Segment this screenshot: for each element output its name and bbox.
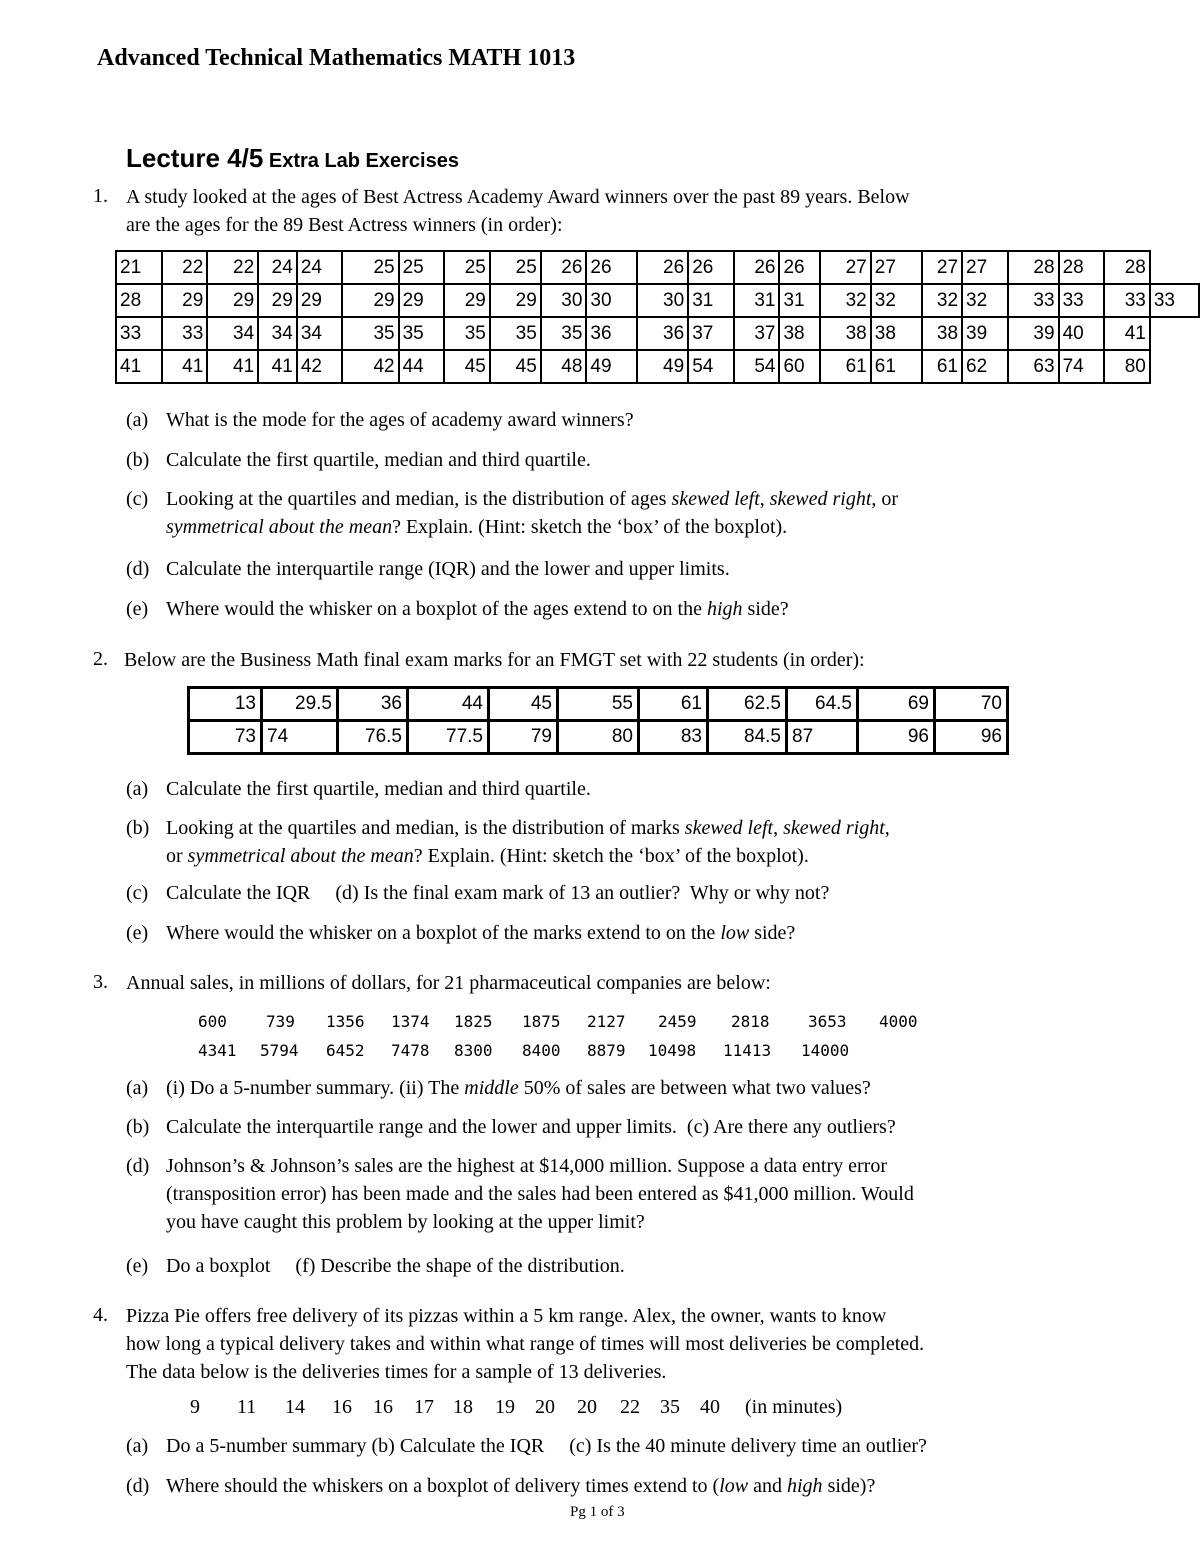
age-cell: 38 xyxy=(820,317,871,350)
age-cell: 41 xyxy=(258,350,297,383)
age-cell: 61 xyxy=(820,350,871,383)
age-cell: 33 xyxy=(1150,284,1199,317)
age-cell: 22 xyxy=(207,251,258,284)
delivery-time: 16 xyxy=(332,1396,352,1418)
delivery-time: 35 xyxy=(660,1396,680,1418)
mark-cell: 44 xyxy=(408,688,489,721)
text: , xyxy=(884,817,890,839)
age-cell: 26 xyxy=(586,251,637,284)
age-cell: 35 xyxy=(342,317,398,350)
lecture-number: Lecture 4/5 xyxy=(126,143,264,173)
question-1-line-1: A study looked at the ages of Best Actress Academy Award winners over the past 89 years. Below xyxy=(126,186,910,208)
text: 50% of sales are between what two values? xyxy=(518,1077,871,1099)
ages-row xyxy=(116,251,1199,284)
text: ? Explain. (Hint: sketch the ‘box’ of the boxplot). xyxy=(413,845,809,867)
part-text xyxy=(166,1472,875,1500)
age-cell: 27 xyxy=(962,251,1008,284)
mark-cell: 74 xyxy=(262,721,338,754)
age-cell: 49 xyxy=(586,350,637,383)
italic-text: middle xyxy=(464,1077,519,1099)
age-cell: 54 xyxy=(688,350,734,383)
age-cell: 33 xyxy=(1008,284,1059,317)
delivery-time: 20 xyxy=(535,1396,555,1418)
age-cell: 28 xyxy=(1008,251,1059,284)
mark-cell: 61 xyxy=(639,688,708,721)
age-cell: 30 xyxy=(637,284,688,317)
delivery-time: 40 xyxy=(700,1396,720,1418)
age-cell: 25 xyxy=(490,251,541,284)
question-4-line-1: Pizza Pie offers free delivery of its pizzas within a 5 km range. Alex, the owner, wants to know xyxy=(126,1305,887,1327)
delivery-time: 14 xyxy=(285,1396,305,1418)
age-cell: 31 xyxy=(688,284,734,317)
delivery-time: 9 xyxy=(190,1396,200,1418)
part-label: (d) xyxy=(126,1475,150,1497)
part-label: (e) xyxy=(126,1255,149,1277)
part-text: Johnson’s & Johnson’s sales are the highest at $14,000 million. Suppose a data entry error xyxy=(166,1155,888,1177)
delivery-time: 19 xyxy=(495,1396,515,1418)
part-label: (e) xyxy=(126,598,149,620)
italic-text: low xyxy=(719,1475,749,1497)
age-cell: 29 xyxy=(162,284,208,317)
sales-value: 8400 xyxy=(522,1041,561,1060)
age-cell: 25 xyxy=(342,251,398,284)
part-text: Calculate the first quartile, median and third quartile. xyxy=(166,778,591,800)
mark-cell: 62.5 xyxy=(708,688,787,721)
age-cell: 32 xyxy=(871,284,922,317)
part-text: Calculate the first quartile, median and third quartile. xyxy=(166,449,591,471)
age-cell: 26 xyxy=(637,251,688,284)
age-cell: 28 xyxy=(1104,251,1150,284)
part-label: (d) xyxy=(126,1155,150,1177)
age-cell: 62 xyxy=(962,350,1008,383)
part-text: Do a boxplot (f) Describe the shape of the distribution. xyxy=(166,1255,625,1277)
text: , xyxy=(759,488,770,510)
age-cell: 34 xyxy=(258,317,297,350)
italic-text: symmetrical about the mean xyxy=(187,845,414,867)
age-cell: 22 xyxy=(162,251,208,284)
age-cell: 80 xyxy=(1104,350,1150,383)
sales-value: 7478 xyxy=(391,1041,430,1060)
mark-cell: 13 xyxy=(189,688,262,721)
delivery-time: 20 xyxy=(577,1396,597,1418)
age-cell: 28 xyxy=(1059,251,1105,284)
age-cell: 31 xyxy=(734,284,780,317)
mark-cell: 84.5 xyxy=(708,721,787,754)
part-label: (b) xyxy=(126,1116,150,1138)
age-cell: 38 xyxy=(922,317,962,350)
age-cell: 45 xyxy=(490,350,541,383)
italic-text: skewed right xyxy=(783,817,885,839)
age-cell: 29 xyxy=(342,284,398,317)
text: side? xyxy=(749,922,796,944)
italic-text: high xyxy=(787,1475,823,1497)
lecture-subtitle: Extra Lab Exercises xyxy=(263,150,459,172)
age-cell xyxy=(1150,317,1199,350)
age-cell: 61 xyxy=(922,350,962,383)
age-cell: 35 xyxy=(444,317,490,350)
question-1-line-2: are the ages for the 89 Best Actress winners (in order): xyxy=(126,214,563,236)
part-label: (c) xyxy=(126,488,149,510)
age-cell: 34 xyxy=(297,317,343,350)
age-cell: 24 xyxy=(258,251,297,284)
question-4-text xyxy=(126,1302,924,1386)
italic-text: skewed left xyxy=(671,488,760,510)
course-title: Advanced Technical Mathematics MATH 1013 xyxy=(97,45,576,71)
age-cell: 35 xyxy=(541,317,587,350)
age-cell: 60 xyxy=(779,350,819,383)
question-2-text: Below are the Business Math final exam marks for an FMGT set with 22 students (in order): xyxy=(124,649,865,671)
ages-row xyxy=(116,284,1199,317)
age-cell: 27 xyxy=(820,251,871,284)
italic-text: high xyxy=(706,598,743,620)
age-cell: 36 xyxy=(637,317,688,350)
mark-cell: 69 xyxy=(858,688,935,721)
text: Where would the whisker on a boxplot of the ages extend to on the xyxy=(166,598,707,620)
mark-cell: 96 xyxy=(858,721,935,754)
mark-cell: 45 xyxy=(489,688,558,721)
age-cell: 33 xyxy=(1104,284,1150,317)
sales-value: 2127 xyxy=(587,1012,626,1031)
age-cell: 31 xyxy=(779,284,819,317)
mark-cell: 87 xyxy=(787,721,858,754)
text: side? xyxy=(742,598,789,620)
delivery-time: 22 xyxy=(620,1396,640,1418)
question-3-text: Annual sales, in millions of dollars, for 21 pharmaceutical companies are below: xyxy=(126,972,771,994)
sales-value: 14000 xyxy=(801,1041,850,1060)
part-label: (a) xyxy=(126,778,149,800)
age-cell: 45 xyxy=(444,350,490,383)
age-cell: 74 xyxy=(1059,350,1105,383)
age-cell: 29 xyxy=(399,284,445,317)
ages-row xyxy=(116,317,1199,350)
question-4-number: 4. xyxy=(93,1304,108,1326)
sales-value: 5794 xyxy=(260,1041,299,1060)
question-1-text xyxy=(126,183,910,239)
mark-cell: 79 xyxy=(489,721,558,754)
part-text xyxy=(166,485,898,513)
age-cell: 29 xyxy=(207,284,258,317)
part-text xyxy=(166,814,890,842)
question-4-line-3: The data below is the deliveries times for a sample of 13 deliveries. xyxy=(126,1361,667,1383)
age-cell: 41 xyxy=(1104,317,1150,350)
part-text: Calculate the IQR (d) Is the final exam mark of 13 an outlier? Why or why not? xyxy=(166,882,830,904)
sales-value: 1356 xyxy=(326,1012,365,1031)
part-text: Calculate the interquartile range and the lower and upper limits. (c) Are there any outliers? xyxy=(166,1116,896,1138)
age-cell: 37 xyxy=(688,317,734,350)
mark-cell: 70 xyxy=(935,688,1008,721)
delivery-time: 17 xyxy=(414,1396,434,1418)
italic-text: symmetrical about the mean xyxy=(166,516,393,538)
sales-value: 6452 xyxy=(326,1041,365,1060)
part-text: What is the mode for the ages of academy award winners? xyxy=(166,409,634,431)
question-2-number: 2. xyxy=(93,648,108,670)
age-cell: 39 xyxy=(1008,317,1059,350)
age-cell: 26 xyxy=(734,251,780,284)
part-label: (a) xyxy=(126,1077,149,1099)
text: , or xyxy=(871,488,899,510)
sales-value: 2818 xyxy=(731,1012,770,1031)
text: side)? xyxy=(822,1475,876,1497)
age-cell: 33 xyxy=(162,317,208,350)
part-label: (a) xyxy=(126,409,149,431)
age-cell: 39 xyxy=(962,317,1008,350)
age-cell: 25 xyxy=(444,251,490,284)
page-number: Pg 1 of 3 xyxy=(570,1504,625,1520)
sales-value: 739 xyxy=(266,1012,295,1031)
italic-text: low xyxy=(720,922,750,944)
age-cell: 30 xyxy=(541,284,587,317)
italic-text: skewed left xyxy=(684,817,774,839)
age-cell: 32 xyxy=(922,284,962,317)
sales-value: 1875 xyxy=(522,1012,561,1031)
age-cell: 38 xyxy=(779,317,819,350)
mark-cell: 73 xyxy=(189,721,262,754)
text: Looking at the quartiles and median, is the distribution of marks xyxy=(166,817,685,839)
age-cell: 25 xyxy=(399,251,445,284)
age-cell: 49 xyxy=(637,350,688,383)
part-label: (b) xyxy=(126,817,150,839)
part-label: (c) xyxy=(126,882,149,904)
question-1-number: 1. xyxy=(93,185,108,207)
marks-row xyxy=(189,721,1008,754)
age-cell: 26 xyxy=(688,251,734,284)
age-cell: 42 xyxy=(342,350,398,383)
italic-text: skewed right xyxy=(769,488,872,510)
part-text-line-3: you have caught this problem by looking at the upper limit? xyxy=(166,1211,645,1233)
delivery-time: 18 xyxy=(453,1396,473,1418)
text: , xyxy=(773,817,784,839)
age-cell: 41 xyxy=(162,350,208,383)
ages-table xyxy=(115,250,1200,384)
part-text xyxy=(166,595,789,623)
part-text: Calculate the interquartile range (IQR) and the lower and upper limits. xyxy=(166,558,730,580)
sales-value: 8879 xyxy=(587,1041,626,1060)
age-cell: 37 xyxy=(734,317,780,350)
age-cell: 32 xyxy=(820,284,871,317)
part-text-line-2 xyxy=(166,842,809,870)
age-cell: 28 xyxy=(116,284,162,317)
age-cell: 41 xyxy=(116,350,162,383)
mark-cell: 64.5 xyxy=(787,688,858,721)
part-label: (e) xyxy=(126,922,149,944)
age-cell: 27 xyxy=(922,251,962,284)
part-text xyxy=(166,919,795,947)
age-cell: 38 xyxy=(871,317,922,350)
mark-cell: 80 xyxy=(558,721,639,754)
mark-cell: 76.5 xyxy=(338,721,408,754)
age-cell: 29 xyxy=(297,284,343,317)
sales-value: 600 xyxy=(198,1012,227,1031)
sales-value: 2459 xyxy=(658,1012,697,1031)
sales-value: 10498 xyxy=(648,1041,697,1060)
sales-value: 1374 xyxy=(391,1012,430,1031)
age-cell: 54 xyxy=(734,350,780,383)
age-cell: 63 xyxy=(1008,350,1059,383)
age-cell: 34 xyxy=(207,317,258,350)
age-cell xyxy=(1150,350,1199,383)
age-cell: 40 xyxy=(1059,317,1105,350)
age-cell: 26 xyxy=(541,251,587,284)
sales-value: 11413 xyxy=(723,1041,772,1060)
text: or xyxy=(166,845,188,867)
age-cell: 29 xyxy=(490,284,541,317)
marks-table xyxy=(187,686,1009,755)
part-text-line-2: (transposition error) has been made and the sales had been entered as $41,000 million. Would xyxy=(166,1183,914,1205)
age-cell: 48 xyxy=(541,350,587,383)
mark-cell: 83 xyxy=(639,721,708,754)
age-cell xyxy=(1150,251,1199,284)
part-label: (d) xyxy=(126,558,150,580)
text: Where should the whiskers on a boxplot of delivery times extend to ( xyxy=(166,1475,720,1497)
sales-value: 1825 xyxy=(454,1012,493,1031)
sales-value: 3653 xyxy=(808,1012,847,1031)
age-cell: 32 xyxy=(962,284,1008,317)
mark-cell: 29.5 xyxy=(262,688,338,721)
marks-row xyxy=(189,688,1008,721)
delivery-time: 11 xyxy=(237,1396,257,1418)
age-cell: 21 xyxy=(116,251,162,284)
sales-value: 4000 xyxy=(879,1012,918,1031)
part-label: (a) xyxy=(126,1435,149,1457)
age-cell: 33 xyxy=(1059,284,1105,317)
age-cell: 33 xyxy=(116,317,162,350)
age-cell: 36 xyxy=(586,317,637,350)
age-cell: 41 xyxy=(207,350,258,383)
mark-cell: 55 xyxy=(558,688,639,721)
age-cell: 61 xyxy=(871,350,922,383)
mark-cell: 36 xyxy=(338,688,408,721)
text: Where would the whisker on a boxplot of the marks extend to on the xyxy=(166,922,721,944)
delivery-time: 16 xyxy=(373,1396,393,1418)
text: and xyxy=(748,1475,787,1497)
age-cell: 27 xyxy=(871,251,922,284)
time-unit: (in minutes) xyxy=(745,1396,843,1418)
part-text xyxy=(166,1074,871,1102)
mark-cell: 96 xyxy=(935,721,1008,754)
text: ? Explain. (Hint: sketch the ‘box’ of the boxplot). xyxy=(392,516,788,538)
age-cell: 30 xyxy=(586,284,637,317)
part-label: (b) xyxy=(126,449,150,471)
age-cell: 24 xyxy=(297,251,343,284)
age-cell: 29 xyxy=(258,284,297,317)
part-text-line-2 xyxy=(166,513,787,541)
mark-cell: 77.5 xyxy=(408,721,489,754)
age-cell: 26 xyxy=(779,251,819,284)
age-cell: 42 xyxy=(297,350,343,383)
question-4-line-2: how long a typical delivery takes and within what range of times will most deliveries be completed. xyxy=(126,1333,925,1355)
lecture-title xyxy=(126,143,459,174)
age-cell: 35 xyxy=(490,317,541,350)
part-text: Do a 5-number summary (b) Calculate the IQR (c) Is the 40 minute delivery time an outlier? xyxy=(166,1435,927,1457)
sales-value: 4341 xyxy=(198,1041,237,1060)
text: Looking at the quartiles and median, is the distribution of ages xyxy=(166,488,672,510)
age-cell: 29 xyxy=(444,284,490,317)
age-cell: 44 xyxy=(399,350,445,383)
text: (i) Do a 5-number summary. (ii) The xyxy=(166,1077,465,1099)
ages-row xyxy=(116,350,1199,383)
question-3-number: 3. xyxy=(93,971,108,993)
sales-value: 8300 xyxy=(454,1041,493,1060)
age-cell: 35 xyxy=(399,317,445,350)
